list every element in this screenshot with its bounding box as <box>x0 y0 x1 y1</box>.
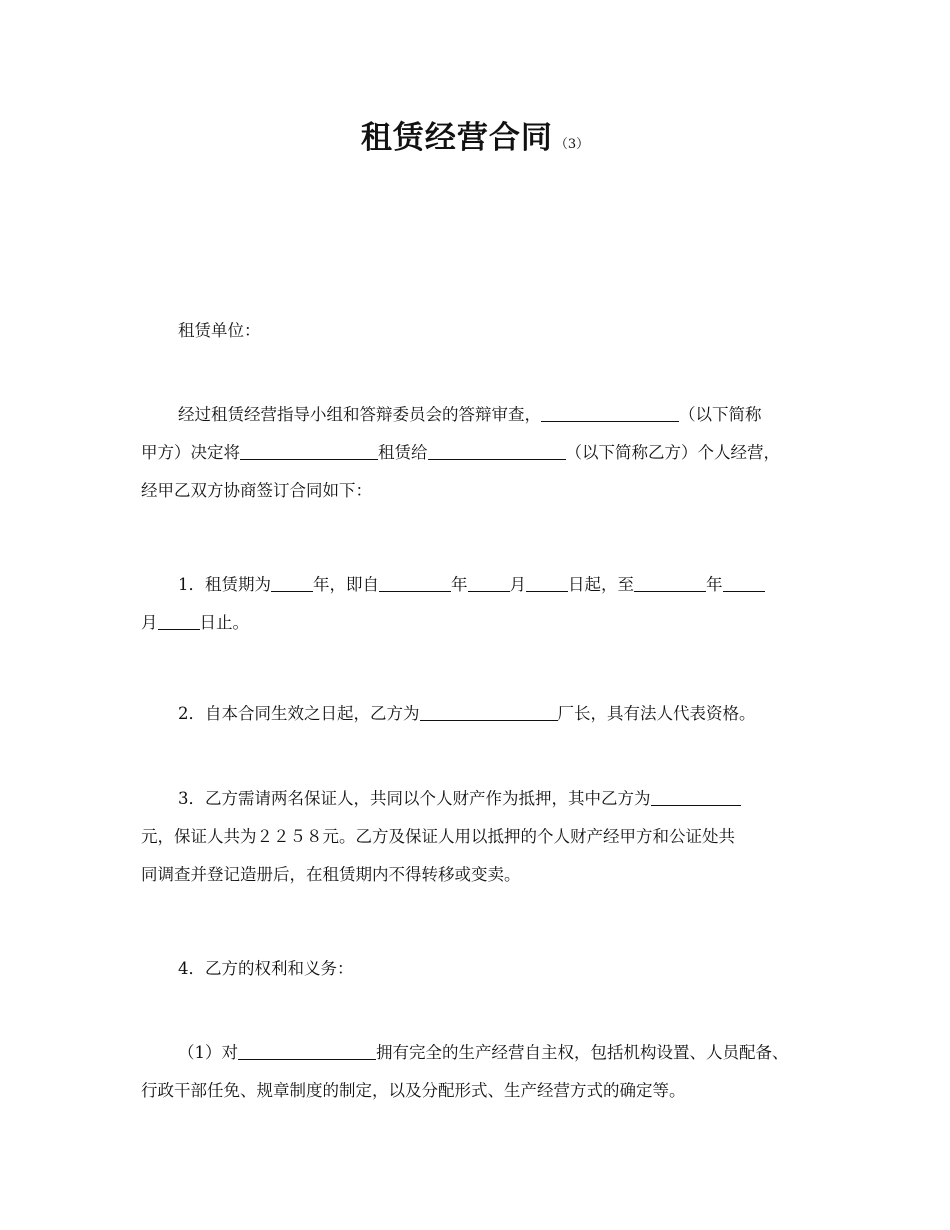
intro-text-4: 租赁给 <box>378 443 428 462</box>
blank-end-day <box>158 611 200 630</box>
blank-term-years <box>271 573 313 592</box>
clause-4-heading <box>141 950 821 988</box>
clause1-text-g: 月 <box>141 613 158 632</box>
clause1-text-c: 年 <box>451 575 468 594</box>
clause-2 <box>141 695 821 733</box>
document-title <box>0 112 950 157</box>
blank-end-month <box>723 573 765 592</box>
clause-1 <box>141 566 821 642</box>
intro-text-1: 经过租赁经营指导小组和答辩委员会的答辩审查， <box>178 405 541 424</box>
intro-paragraph <box>141 396 821 510</box>
clause1-text-e: 日起，至 <box>568 575 634 594</box>
clause-4-item-1 <box>141 1034 821 1110</box>
clause1-text-b: 年，即自 <box>313 575 379 594</box>
blank-lessee-amount <box>651 787 741 806</box>
clause2-text-b: 厂长，具有法人代表资格。 <box>557 704 756 723</box>
clause4-heading: 4．乙方的权利和义务： <box>178 959 354 978</box>
lessor-label: 租赁单位： <box>178 321 261 340</box>
blank-start-month <box>468 573 510 592</box>
clause2-text-a: 2．自本合同生效之日起，乙方为 <box>178 704 420 723</box>
clause1-text-h: 日止。 <box>199 613 249 632</box>
intro-text-6: 经甲乙双方协商签订合同如下： <box>141 481 372 500</box>
blank-lessor-name <box>541 403 679 422</box>
clause1-text-a: 1．租赁期为 <box>178 575 271 594</box>
blank-start-day <box>526 573 568 592</box>
lessor-paragraph <box>141 312 821 350</box>
intro-text-2: （以下简称 <box>679 405 762 424</box>
intro-text-3: 甲方）决定将 <box>141 443 240 462</box>
clause3-text-b: 元，保证人共为２２５８元。乙方及保证人用以抵押的个人财产经甲方和公证处共 <box>141 827 735 846</box>
title-main: 租赁经营合同 <box>360 120 553 156</box>
blank-start-year <box>379 573 451 592</box>
clause1-text-d: 月 <box>509 575 526 594</box>
clause4-item1-text-a: （1）对 <box>178 1043 238 1062</box>
title-suffix: （3） <box>554 137 590 152</box>
clause3-text-c: 同调查并登记造册后，在租赁期内不得转移或变卖。 <box>141 865 521 884</box>
blank-factory-name <box>420 702 558 721</box>
blank-leased-enterprise <box>240 441 378 460</box>
blank-end-year <box>634 573 706 592</box>
clause3-text-a: 3．乙方需请两名保证人，共同以个人财产作为抵押，其中乙方为 <box>178 789 651 808</box>
clause4-item1-text-b: 拥有完全的生产经营自主权，包括机构设置、人员配备、 <box>376 1043 789 1062</box>
blank-enterprise-name <box>238 1041 376 1060</box>
clause4-item1-text-c: 行政干部任免、规章制度的制定，以及分配形式、生产经营方式的确定等。 <box>141 1081 686 1100</box>
clause-3 <box>141 780 821 894</box>
intro-text-5: （以下简称乙方）个人经营， <box>565 443 780 462</box>
blank-lessee-name <box>428 441 566 460</box>
clause1-text-f: 年 <box>706 575 723 594</box>
